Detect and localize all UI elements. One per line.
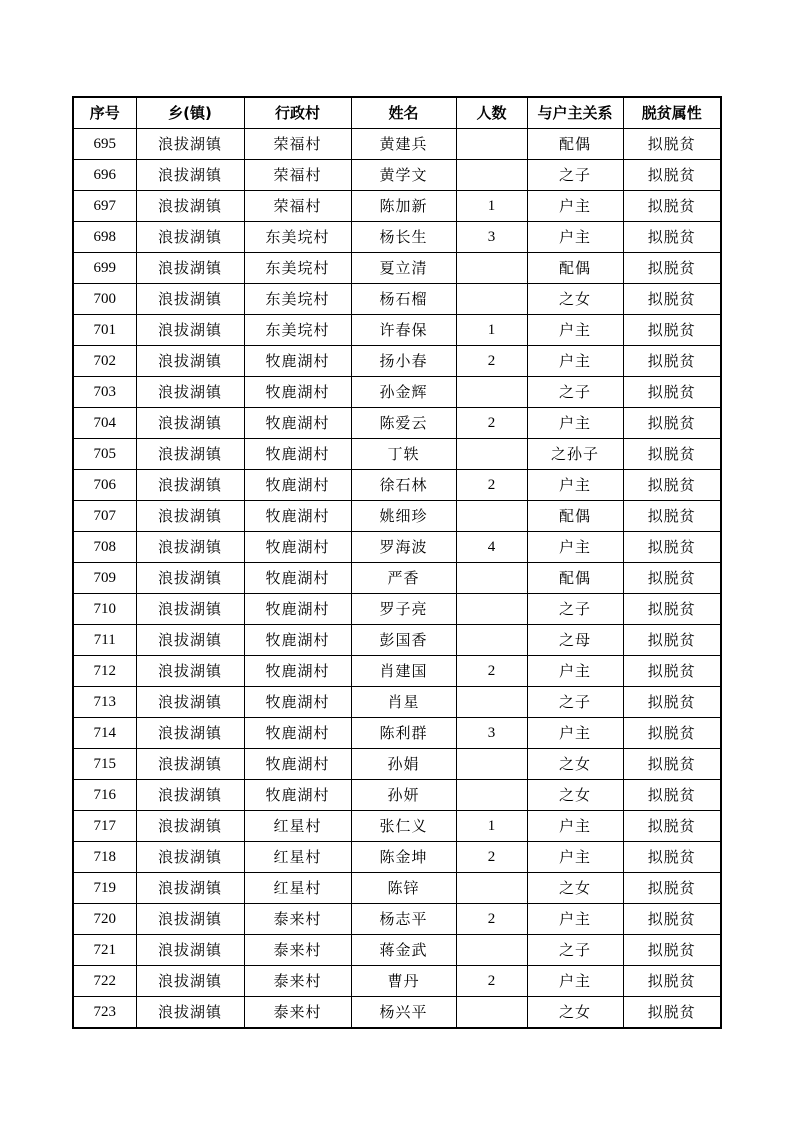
village-cell: 红星村 xyxy=(244,842,351,873)
serial-number-cell: 714 xyxy=(73,718,136,749)
poverty-status-cell: 拟脱贫 xyxy=(623,408,721,439)
name-cell: 孙娟 xyxy=(351,749,456,780)
township-cell: 浪拔湖镇 xyxy=(136,470,244,501)
poverty-status-cell: 拟脱贫 xyxy=(623,315,721,346)
table-body xyxy=(73,129,721,1029)
household-size-cell: 2 xyxy=(456,966,527,997)
household-size-cell xyxy=(456,873,527,904)
household-size-cell: 2 xyxy=(456,904,527,935)
name-cell: 陈金坤 xyxy=(351,842,456,873)
household-size-cell: 2 xyxy=(456,470,527,501)
township-cell: 浪拔湖镇 xyxy=(136,656,244,687)
table-row xyxy=(73,408,721,439)
header-township: 乡(镇) xyxy=(136,97,244,129)
relation-cell: 配偶 xyxy=(527,563,623,594)
poverty-status-cell: 拟脱贫 xyxy=(623,253,721,284)
household-size-cell: 2 xyxy=(456,346,527,377)
poverty-status-cell: 拟脱贫 xyxy=(623,842,721,873)
poverty-status-cell: 拟脱贫 xyxy=(623,656,721,687)
name-cell: 黄学文 xyxy=(351,160,456,191)
household-size-cell xyxy=(456,625,527,656)
township-cell: 浪拔湖镇 xyxy=(136,501,244,532)
table-row xyxy=(73,563,721,594)
table-row xyxy=(73,346,721,377)
table-row xyxy=(73,687,721,718)
serial-number-cell: 719 xyxy=(73,873,136,904)
name-cell: 彭国香 xyxy=(351,625,456,656)
serial-number-cell: 704 xyxy=(73,408,136,439)
relation-cell: 户主 xyxy=(527,966,623,997)
serial-number-cell: 701 xyxy=(73,315,136,346)
serial-number-cell: 699 xyxy=(73,253,136,284)
name-cell: 曹丹 xyxy=(351,966,456,997)
household-size-cell: 3 xyxy=(456,222,527,253)
table-row xyxy=(73,997,721,1029)
name-cell: 孙妍 xyxy=(351,780,456,811)
household-size-cell xyxy=(456,439,527,470)
name-cell: 蒋金武 xyxy=(351,935,456,966)
relation-cell: 配偶 xyxy=(527,501,623,532)
table-row xyxy=(73,160,721,191)
relation-cell: 户主 xyxy=(527,470,623,501)
name-cell: 丁轶 xyxy=(351,439,456,470)
relation-cell: 之子 xyxy=(527,377,623,408)
village-cell: 牧鹿湖村 xyxy=(244,501,351,532)
serial-number-cell: 710 xyxy=(73,594,136,625)
serial-number-cell: 702 xyxy=(73,346,136,377)
township-cell: 浪拔湖镇 xyxy=(136,563,244,594)
table-row xyxy=(73,873,721,904)
table-row xyxy=(73,439,721,470)
poverty-status-cell: 拟脱贫 xyxy=(623,997,721,1029)
township-cell: 浪拔湖镇 xyxy=(136,532,244,563)
household-size-cell xyxy=(456,687,527,718)
serial-number-cell: 713 xyxy=(73,687,136,718)
village-cell: 牧鹿湖村 xyxy=(244,749,351,780)
township-cell: 浪拔湖镇 xyxy=(136,191,244,222)
household-size-cell xyxy=(456,749,527,780)
township-cell: 浪拔湖镇 xyxy=(136,718,244,749)
township-cell: 浪拔湖镇 xyxy=(136,935,244,966)
township-cell: 浪拔湖镇 xyxy=(136,966,244,997)
name-cell: 姚细珍 xyxy=(351,501,456,532)
name-cell: 扬小春 xyxy=(351,346,456,377)
village-cell: 泰来村 xyxy=(244,966,351,997)
table-row xyxy=(73,222,721,253)
household-size-cell: 1 xyxy=(456,811,527,842)
village-cell: 泰来村 xyxy=(244,904,351,935)
poverty-status-cell: 拟脱贫 xyxy=(623,501,721,532)
relation-cell: 之女 xyxy=(527,873,623,904)
header-name: 姓名 xyxy=(351,97,456,129)
village-cell: 牧鹿湖村 xyxy=(244,594,351,625)
township-cell: 浪拔湖镇 xyxy=(136,315,244,346)
serial-number-cell: 697 xyxy=(73,191,136,222)
village-cell: 牧鹿湖村 xyxy=(244,718,351,749)
village-cell: 东美垸村 xyxy=(244,222,351,253)
township-cell: 浪拔湖镇 xyxy=(136,439,244,470)
township-cell: 浪拔湖镇 xyxy=(136,873,244,904)
household-size-cell: 1 xyxy=(456,191,527,222)
poverty-status-cell: 拟脱贫 xyxy=(623,129,721,160)
poverty-status-cell: 拟脱贫 xyxy=(623,904,721,935)
table-row xyxy=(73,656,721,687)
relation-cell: 之女 xyxy=(527,780,623,811)
poverty-status-cell: 拟脱贫 xyxy=(623,749,721,780)
household-size-cell xyxy=(456,780,527,811)
relation-cell: 户主 xyxy=(527,842,623,873)
serial-number-cell: 695 xyxy=(73,129,136,160)
header-village: 行政村 xyxy=(244,97,351,129)
village-cell: 荣福村 xyxy=(244,160,351,191)
village-cell: 牧鹿湖村 xyxy=(244,439,351,470)
poverty-status-cell: 拟脱贫 xyxy=(623,811,721,842)
relation-cell: 户主 xyxy=(527,532,623,563)
poverty-status-cell: 拟脱贫 xyxy=(623,594,721,625)
household-size-cell: 2 xyxy=(456,842,527,873)
table-row xyxy=(73,749,721,780)
village-cell: 牧鹿湖村 xyxy=(244,532,351,563)
table-row xyxy=(73,625,721,656)
serial-number-cell: 712 xyxy=(73,656,136,687)
poverty-status-cell: 拟脱贫 xyxy=(623,873,721,904)
name-cell: 杨兴平 xyxy=(351,997,456,1029)
township-cell: 浪拔湖镇 xyxy=(136,222,244,253)
village-cell: 东美垸村 xyxy=(244,284,351,315)
serial-number-cell: 703 xyxy=(73,377,136,408)
relation-cell: 户主 xyxy=(527,222,623,253)
village-cell: 牧鹿湖村 xyxy=(244,625,351,656)
township-cell: 浪拔湖镇 xyxy=(136,904,244,935)
table-row xyxy=(73,904,721,935)
household-size-cell xyxy=(456,129,527,160)
poverty-status-cell: 拟脱贫 xyxy=(623,346,721,377)
household-size-cell xyxy=(456,997,527,1029)
household-size-cell xyxy=(456,594,527,625)
serial-number-cell: 707 xyxy=(73,501,136,532)
poverty-status-cell: 拟脱贫 xyxy=(623,470,721,501)
serial-number-cell: 706 xyxy=(73,470,136,501)
table-row xyxy=(73,470,721,501)
table-row xyxy=(73,780,721,811)
name-cell: 杨志平 xyxy=(351,904,456,935)
township-cell: 浪拔湖镇 xyxy=(136,842,244,873)
township-cell: 浪拔湖镇 xyxy=(136,811,244,842)
relation-cell: 之子 xyxy=(527,935,623,966)
village-cell: 牧鹿湖村 xyxy=(244,780,351,811)
relation-cell: 户主 xyxy=(527,408,623,439)
household-size-cell xyxy=(456,253,527,284)
name-cell: 陈利群 xyxy=(351,718,456,749)
name-cell: 徐石林 xyxy=(351,470,456,501)
poverty-status-cell: 拟脱贫 xyxy=(623,439,721,470)
header-serial-number: 序号 xyxy=(73,97,136,129)
poverty-status-cell: 拟脱贫 xyxy=(623,377,721,408)
serial-number-cell: 721 xyxy=(73,935,136,966)
township-cell: 浪拔湖镇 xyxy=(136,408,244,439)
household-size-cell: 2 xyxy=(456,656,527,687)
table-row xyxy=(73,532,721,563)
serial-number-cell: 705 xyxy=(73,439,136,470)
village-cell: 泰来村 xyxy=(244,935,351,966)
poverty-status-cell: 拟脱贫 xyxy=(623,160,721,191)
header-row xyxy=(73,97,721,129)
household-size-cell xyxy=(456,935,527,966)
table-row xyxy=(73,377,721,408)
relation-cell: 之子 xyxy=(527,594,623,625)
table-row xyxy=(73,935,721,966)
table-row xyxy=(73,315,721,346)
name-cell: 罗子亮 xyxy=(351,594,456,625)
village-cell: 荣福村 xyxy=(244,129,351,160)
household-size-cell xyxy=(456,501,527,532)
serial-number-cell: 711 xyxy=(73,625,136,656)
header-household-size: 人数 xyxy=(456,97,527,129)
village-cell: 牧鹿湖村 xyxy=(244,687,351,718)
name-cell: 陈锌 xyxy=(351,873,456,904)
serial-number-cell: 720 xyxy=(73,904,136,935)
township-cell: 浪拔湖镇 xyxy=(136,284,244,315)
household-size-cell xyxy=(456,377,527,408)
table-row xyxy=(73,966,721,997)
serial-number-cell: 698 xyxy=(73,222,136,253)
header-poverty-status: 脱贫属性 xyxy=(623,97,721,129)
poverty-status-cell: 拟脱贫 xyxy=(623,935,721,966)
township-cell: 浪拔湖镇 xyxy=(136,160,244,191)
table-row xyxy=(73,284,721,315)
household-size-cell: 2 xyxy=(456,408,527,439)
poverty-status-cell: 拟脱贫 xyxy=(623,222,721,253)
name-cell: 杨石榴 xyxy=(351,284,456,315)
serial-number-cell: 709 xyxy=(73,563,136,594)
relation-cell: 户主 xyxy=(527,656,623,687)
relation-cell: 之子 xyxy=(527,160,623,191)
household-size-cell xyxy=(456,563,527,594)
serial-number-cell: 716 xyxy=(73,780,136,811)
township-cell: 浪拔湖镇 xyxy=(136,377,244,408)
name-cell: 肖星 xyxy=(351,687,456,718)
serial-number-cell: 723 xyxy=(73,997,136,1029)
table-row xyxy=(73,129,721,160)
township-cell: 浪拔湖镇 xyxy=(136,346,244,377)
village-cell: 泰来村 xyxy=(244,997,351,1029)
name-cell: 肖建国 xyxy=(351,656,456,687)
poverty-status-cell: 拟脱贫 xyxy=(623,718,721,749)
relation-cell: 之子 xyxy=(527,687,623,718)
township-cell: 浪拔湖镇 xyxy=(136,997,244,1029)
poverty-status-cell: 拟脱贫 xyxy=(623,780,721,811)
name-cell: 陈加新 xyxy=(351,191,456,222)
township-cell: 浪拔湖镇 xyxy=(136,253,244,284)
township-cell: 浪拔湖镇 xyxy=(136,129,244,160)
poverty-status-cell: 拟脱贫 xyxy=(623,563,721,594)
name-cell: 夏立清 xyxy=(351,253,456,284)
poverty-status-cell: 拟脱贫 xyxy=(623,191,721,222)
township-cell: 浪拔湖镇 xyxy=(136,687,244,718)
serial-number-cell: 708 xyxy=(73,532,136,563)
relation-cell: 之女 xyxy=(527,749,623,780)
relation-cell: 户主 xyxy=(527,811,623,842)
name-cell: 黄建兵 xyxy=(351,129,456,160)
table-row xyxy=(73,594,721,625)
village-cell: 东美垸村 xyxy=(244,253,351,284)
relation-cell: 之母 xyxy=(527,625,623,656)
village-cell: 荣福村 xyxy=(244,191,351,222)
household-size-cell: 4 xyxy=(456,532,527,563)
village-cell: 东美垸村 xyxy=(244,315,351,346)
name-cell: 严香 xyxy=(351,563,456,594)
household-size-cell: 3 xyxy=(456,718,527,749)
township-cell: 浪拔湖镇 xyxy=(136,780,244,811)
name-cell: 张仁义 xyxy=(351,811,456,842)
name-cell: 罗海波 xyxy=(351,532,456,563)
name-cell: 陈爱云 xyxy=(351,408,456,439)
relation-cell: 户主 xyxy=(527,904,623,935)
poverty-status-cell: 拟脱贫 xyxy=(623,687,721,718)
village-cell: 牧鹿湖村 xyxy=(244,470,351,501)
table-row xyxy=(73,501,721,532)
serial-number-cell: 700 xyxy=(73,284,136,315)
relation-cell: 配偶 xyxy=(527,253,623,284)
poverty-status-cell: 拟脱贫 xyxy=(623,966,721,997)
township-cell: 浪拔湖镇 xyxy=(136,594,244,625)
village-cell: 牧鹿湖村 xyxy=(244,377,351,408)
header-relation-to-head: 与户主关系 xyxy=(527,97,623,129)
relation-cell: 配偶 xyxy=(527,129,623,160)
table-header xyxy=(73,97,721,129)
village-cell: 牧鹿湖村 xyxy=(244,656,351,687)
name-cell: 杨长生 xyxy=(351,222,456,253)
serial-number-cell: 715 xyxy=(73,749,136,780)
village-cell: 牧鹿湖村 xyxy=(244,563,351,594)
serial-number-cell: 722 xyxy=(73,966,136,997)
poverty-status-cell: 拟脱贫 xyxy=(623,284,721,315)
serial-number-cell: 717 xyxy=(73,811,136,842)
table-row xyxy=(73,842,721,873)
name-cell: 许春保 xyxy=(351,315,456,346)
relation-cell: 户主 xyxy=(527,346,623,377)
name-cell: 孙金辉 xyxy=(351,377,456,408)
table-row xyxy=(73,811,721,842)
poverty-status-cell: 拟脱贫 xyxy=(623,625,721,656)
household-size-cell: 1 xyxy=(456,315,527,346)
relation-cell: 户主 xyxy=(527,718,623,749)
household-size-cell xyxy=(456,160,527,191)
poverty-status-cell: 拟脱贫 xyxy=(623,532,721,563)
relation-cell: 之孙子 xyxy=(527,439,623,470)
village-cell: 牧鹿湖村 xyxy=(244,346,351,377)
poverty-roster-table xyxy=(72,96,722,1029)
village-cell: 牧鹿湖村 xyxy=(244,408,351,439)
township-cell: 浪拔湖镇 xyxy=(136,749,244,780)
table-row xyxy=(73,191,721,222)
village-cell: 红星村 xyxy=(244,873,351,904)
serial-number-cell: 718 xyxy=(73,842,136,873)
relation-cell: 户主 xyxy=(527,191,623,222)
table-row xyxy=(73,718,721,749)
relation-cell: 之女 xyxy=(527,997,623,1029)
household-size-cell xyxy=(456,284,527,315)
relation-cell: 之女 xyxy=(527,284,623,315)
relation-cell: 户主 xyxy=(527,315,623,346)
township-cell: 浪拔湖镇 xyxy=(136,625,244,656)
village-cell: 红星村 xyxy=(244,811,351,842)
serial-number-cell: 696 xyxy=(73,160,136,191)
table-row xyxy=(73,253,721,284)
